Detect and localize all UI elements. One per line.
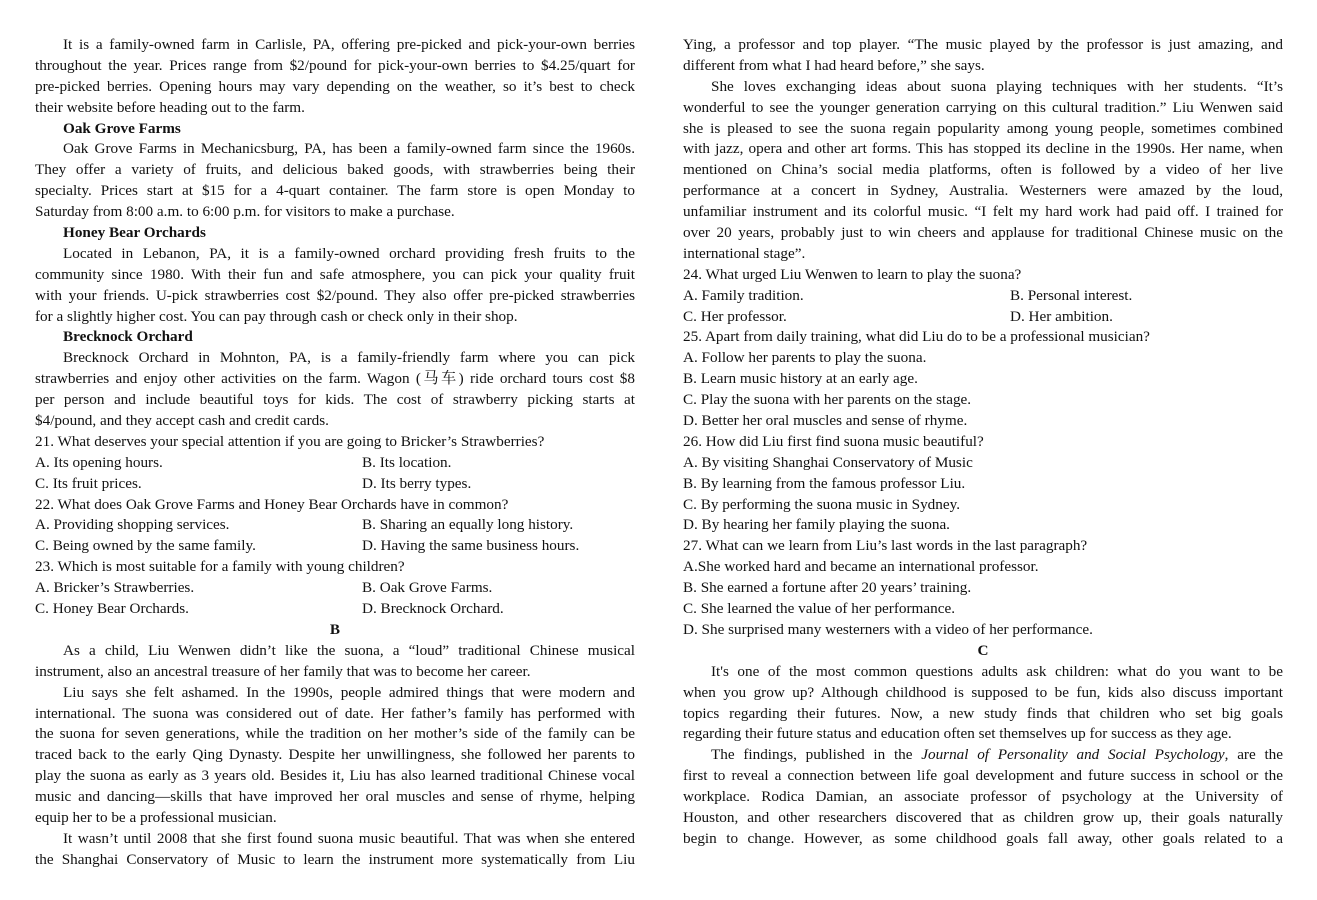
answer-option: D. Better her oral muscles and sense of rhyme.: [683, 412, 968, 430]
right-column: [683, 35, 1283, 850]
paragraph-line: music and dancing—skills that have improved her oral muscles and sense of rhyme, helping: [35, 788, 635, 806]
paragraph-line: when you grow up? Although childhood is supposed to be fun, kids also discuss important: [683, 683, 1283, 701]
paragraph-line: equip her to be a professional musician.: [35, 808, 277, 826]
paragraph-line: play the suona as early as 3 years old. Besides it, Liu has also learned traditional Chinese vocal: [35, 767, 635, 785]
answer-options-row: [35, 578, 635, 599]
paragraph-line: wonderful to see the younger generation carrying on this cultural tradition.” Liu Wenwen said: [683, 98, 1283, 116]
paragraph-line: first to reveal a connection between life goal development and future success in school or the: [683, 767, 1283, 785]
answer-option: D. By hearing her family playing the suona.: [683, 516, 950, 534]
paragraph-line: As a child, Liu Wenwen didn’t like the suona, a “loud” traditional Chinese musical: [63, 641, 635, 659]
paragraph-line: It is a family-owned farm in Carlisle, PA, offering pre-picked and pick-your-own berries: [63, 36, 635, 53]
question-line: 21. What deserves your special attention if you are going to Bricker’s Strawberries?: [35, 432, 545, 450]
answer-option: B. Personal interest.: [1010, 286, 1133, 304]
paragraph-line: Brecknock Orchard in Mohnton, PA, is a family-friendly farm where you can pick: [63, 349, 635, 367]
paragraph-line: mentioned on China’s social media platforms, often is followed by a video of her live: [683, 161, 1283, 179]
answer-option: A. Follow her parents to play the suona.: [683, 349, 927, 367]
paragraph-line: she is pleased to see the suona regain popularity among young people, sometimes combined: [683, 119, 1283, 137]
journal-title: Journal of Personality and Social Psychology: [921, 746, 1225, 764]
paragraph-line: It's one of the most common questions adults ask children: what do you want to be: [711, 662, 1283, 680]
paragraph-line: community since 1980. With their fun and safe atmosphere, you can pick your quality fruit: [35, 265, 635, 283]
paragraph-line: the Shanghai Conservatory of Music to learn the instrument more systematically from Liu: [35, 850, 635, 868]
question-line: 27. What can we learn from Liu’s last words in the last paragraph?: [683, 537, 1088, 555]
paragraph-line: $4/pound, and they accept cash and credit cards.: [35, 412, 329, 430]
question-line: 22. What does Oak Grove Farms and Honey Bear Orchards have in common?: [35, 495, 509, 513]
paragraph-line: Liu says she felt ashamed. In the 1990s, people admired things that were modern and: [63, 683, 635, 701]
paragraph-line: per person and include beautiful toys for kids. The cost of strawberry picking starts at: [35, 391, 635, 409]
answer-option: D. Its berry types.: [362, 474, 472, 492]
answer-options-row: [683, 307, 1283, 328]
question-line: 26. How did Liu first find suona music beautiful?: [683, 432, 984, 450]
answer-option: B. Learn music history at an early age.: [683, 370, 918, 388]
paragraph-line: specialty. Prices start at $15 for a 4-quart container. The farm store is open Monday to: [35, 182, 635, 200]
paragraph-line: They offer a variety of fruits, and delicious baked goods, with strawberries being their: [35, 161, 635, 179]
paragraph-line: Saturday from 8:00 a.m. to 6:00 p.m. for visitors to make a purchase.: [35, 203, 455, 221]
text-segment: , are the: [1224, 746, 1284, 764]
answer-option: A. Family tradition.: [683, 286, 804, 304]
paragraph-line: over 20 years, probably just to win cheers and applause for traditional Chinese music on the: [683, 224, 1283, 242]
answer-option: C. Being owned by the same family.: [35, 537, 256, 555]
paragraph-line: the suona for seven generations, while the tradition on her mother’s side of the family can be: [35, 725, 635, 743]
paragraph-line: unfamiliar instrument and its colorful music. “I felt my hard work had paid off. I trained for: [683, 203, 1283, 221]
paragraph-line: strawberries and enjoy other activities on the farm. Wagon (马车) ride orchard tours cost $8: [35, 370, 635, 388]
answer-option: D. Brecknock Orchard.: [362, 600, 504, 618]
section-heading: B: [329, 620, 341, 638]
farm-heading: Brecknock Orchard: [63, 328, 193, 346]
answer-option: A. By visiting Shanghai Conservatory of Music: [683, 453, 973, 471]
answer-option: D. She surprised many westerners with a video of her performance.: [683, 620, 1093, 638]
paragraph-line: She loves exchanging ideas about suona playing techniques with her students. “It’s: [711, 77, 1283, 95]
paragraph-line: pre-picked berries. Opening hours may vary depending on the weather, so it’s best to check: [35, 77, 635, 95]
answer-options-row: [35, 536, 635, 557]
paragraph-line: their website before heading out to the farm.: [35, 98, 305, 116]
answer-option: A. Its opening hours.: [35, 453, 163, 471]
paragraph-line: Located in Lebanon, PA, it is a family-owned orchard providing fresh fruits to the: [63, 244, 635, 262]
paragraph-line: It wasn’t until 2008 that she first found suona music beautiful. That was when she entered: [63, 829, 635, 847]
answer-options-row: [35, 599, 635, 620]
paragraph-line: regarding their future status and education often set themselves up for success as they age.: [683, 725, 1232, 743]
paragraph-line: for a slightly higher cost. You can pay through cash or check only in their shop.: [35, 307, 518, 325]
farm-heading: Oak Grove Farms: [63, 119, 181, 137]
answer-option: B. Its location.: [362, 453, 452, 471]
answer-option: C. By performing the suona music in Sydney.: [683, 495, 961, 513]
left-column: [35, 35, 635, 871]
answer-option: A.She worked hard and became an international professor.: [683, 558, 1039, 576]
answer-option: D. Her ambition.: [1010, 307, 1113, 325]
answer-option: A. Providing shopping services.: [35, 516, 230, 534]
paragraph-line: different from what I had heard before,” she says.: [683, 56, 985, 74]
paragraph-line: begin to change. However, as some childhood goals fall away, other goals related to a: [683, 829, 1283, 847]
answer-option: B. By learning from the famous professor Liu.: [683, 474, 966, 492]
answer-option: B. She earned a fortune after 20 years’ training.: [683, 579, 972, 597]
answer-options-row: [35, 453, 635, 474]
paragraph-line: traced back to the early Qing Dynasty. Despite her unwillingness, she followed her parents to: [35, 746, 635, 764]
question-line: 24. What urged Liu Wenwen to learn to play the suona?: [683, 265, 1022, 283]
answer-option: C. Honey Bear Orchards.: [35, 600, 189, 618]
paragraph-line: Ying, a professor and top player. “The music played by the professor is just amazing, and: [683, 36, 1283, 53]
answer-option: C. Play the suona with her parents on the stage.: [683, 391, 972, 409]
answer-options-row: [35, 474, 635, 495]
text-segment: The findings, published in the: [711, 746, 922, 764]
paragraph-line: with jazz, opera and other art forms. This has stopped its decline in the 1990s. Her name, when: [683, 140, 1283, 158]
answer-options-row: [683, 286, 1283, 307]
paragraph-line: with your friends. U-pick strawberries cost $2/pound. They also offer pre-picked strawberries: [35, 286, 635, 304]
question-line: 25. Apart from daily training, what did Liu do to be a professional musician?: [683, 328, 1150, 346]
paragraph-line: international stage”.: [683, 244, 806, 262]
paragraph-line: performance at a concert in Sydney, Australia. Westerners were amazed by the loud,: [683, 182, 1283, 200]
answer-option: C. Its fruit prices.: [35, 474, 142, 492]
paragraph-line: instrument, also an ancestral treasure of her family that was to become her career.: [35, 662, 531, 680]
question-line: 23. Which is most suitable for a family with young children?: [35, 558, 405, 576]
paragraph-line: topics regarding their futures. Now, a new study finds that children who set big goals: [683, 704, 1283, 722]
paragraph-line: Houston, and other researchers discovered that as children grow up, their goals naturally: [683, 808, 1283, 826]
answer-option: B. Sharing an equally long history.: [362, 516, 574, 534]
paragraph-line: throughout the year. Prices range from $2/pound for pick-your-own berries to $4.25/quart for: [35, 56, 635, 74]
answer-option: A. Bricker’s Strawberries.: [35, 579, 195, 597]
paragraph-line: Oak Grove Farms in Mechanicsburg, PA, has been a family-owned farm since the 1960s.: [63, 140, 635, 158]
answer-options-row: [35, 515, 635, 536]
answer-option: D. Having the same business hours.: [362, 537, 580, 555]
answer-option: B. Oak Grove Farms.: [362, 579, 493, 597]
answer-option: C. She learned the value of her performance.: [683, 600, 955, 618]
farm-heading: Honey Bear Orchards: [63, 224, 206, 242]
paragraph-line: [683, 745, 1283, 766]
section-heading: C: [977, 641, 989, 659]
paragraph-line: international. The suona was considered out of date. Her father’s family has performed with: [35, 704, 635, 722]
answer-option: C. Her professor.: [683, 307, 787, 325]
paragraph-line: workplace. Rodica Damian, an associate professor of psychology at the University of: [683, 788, 1283, 806]
